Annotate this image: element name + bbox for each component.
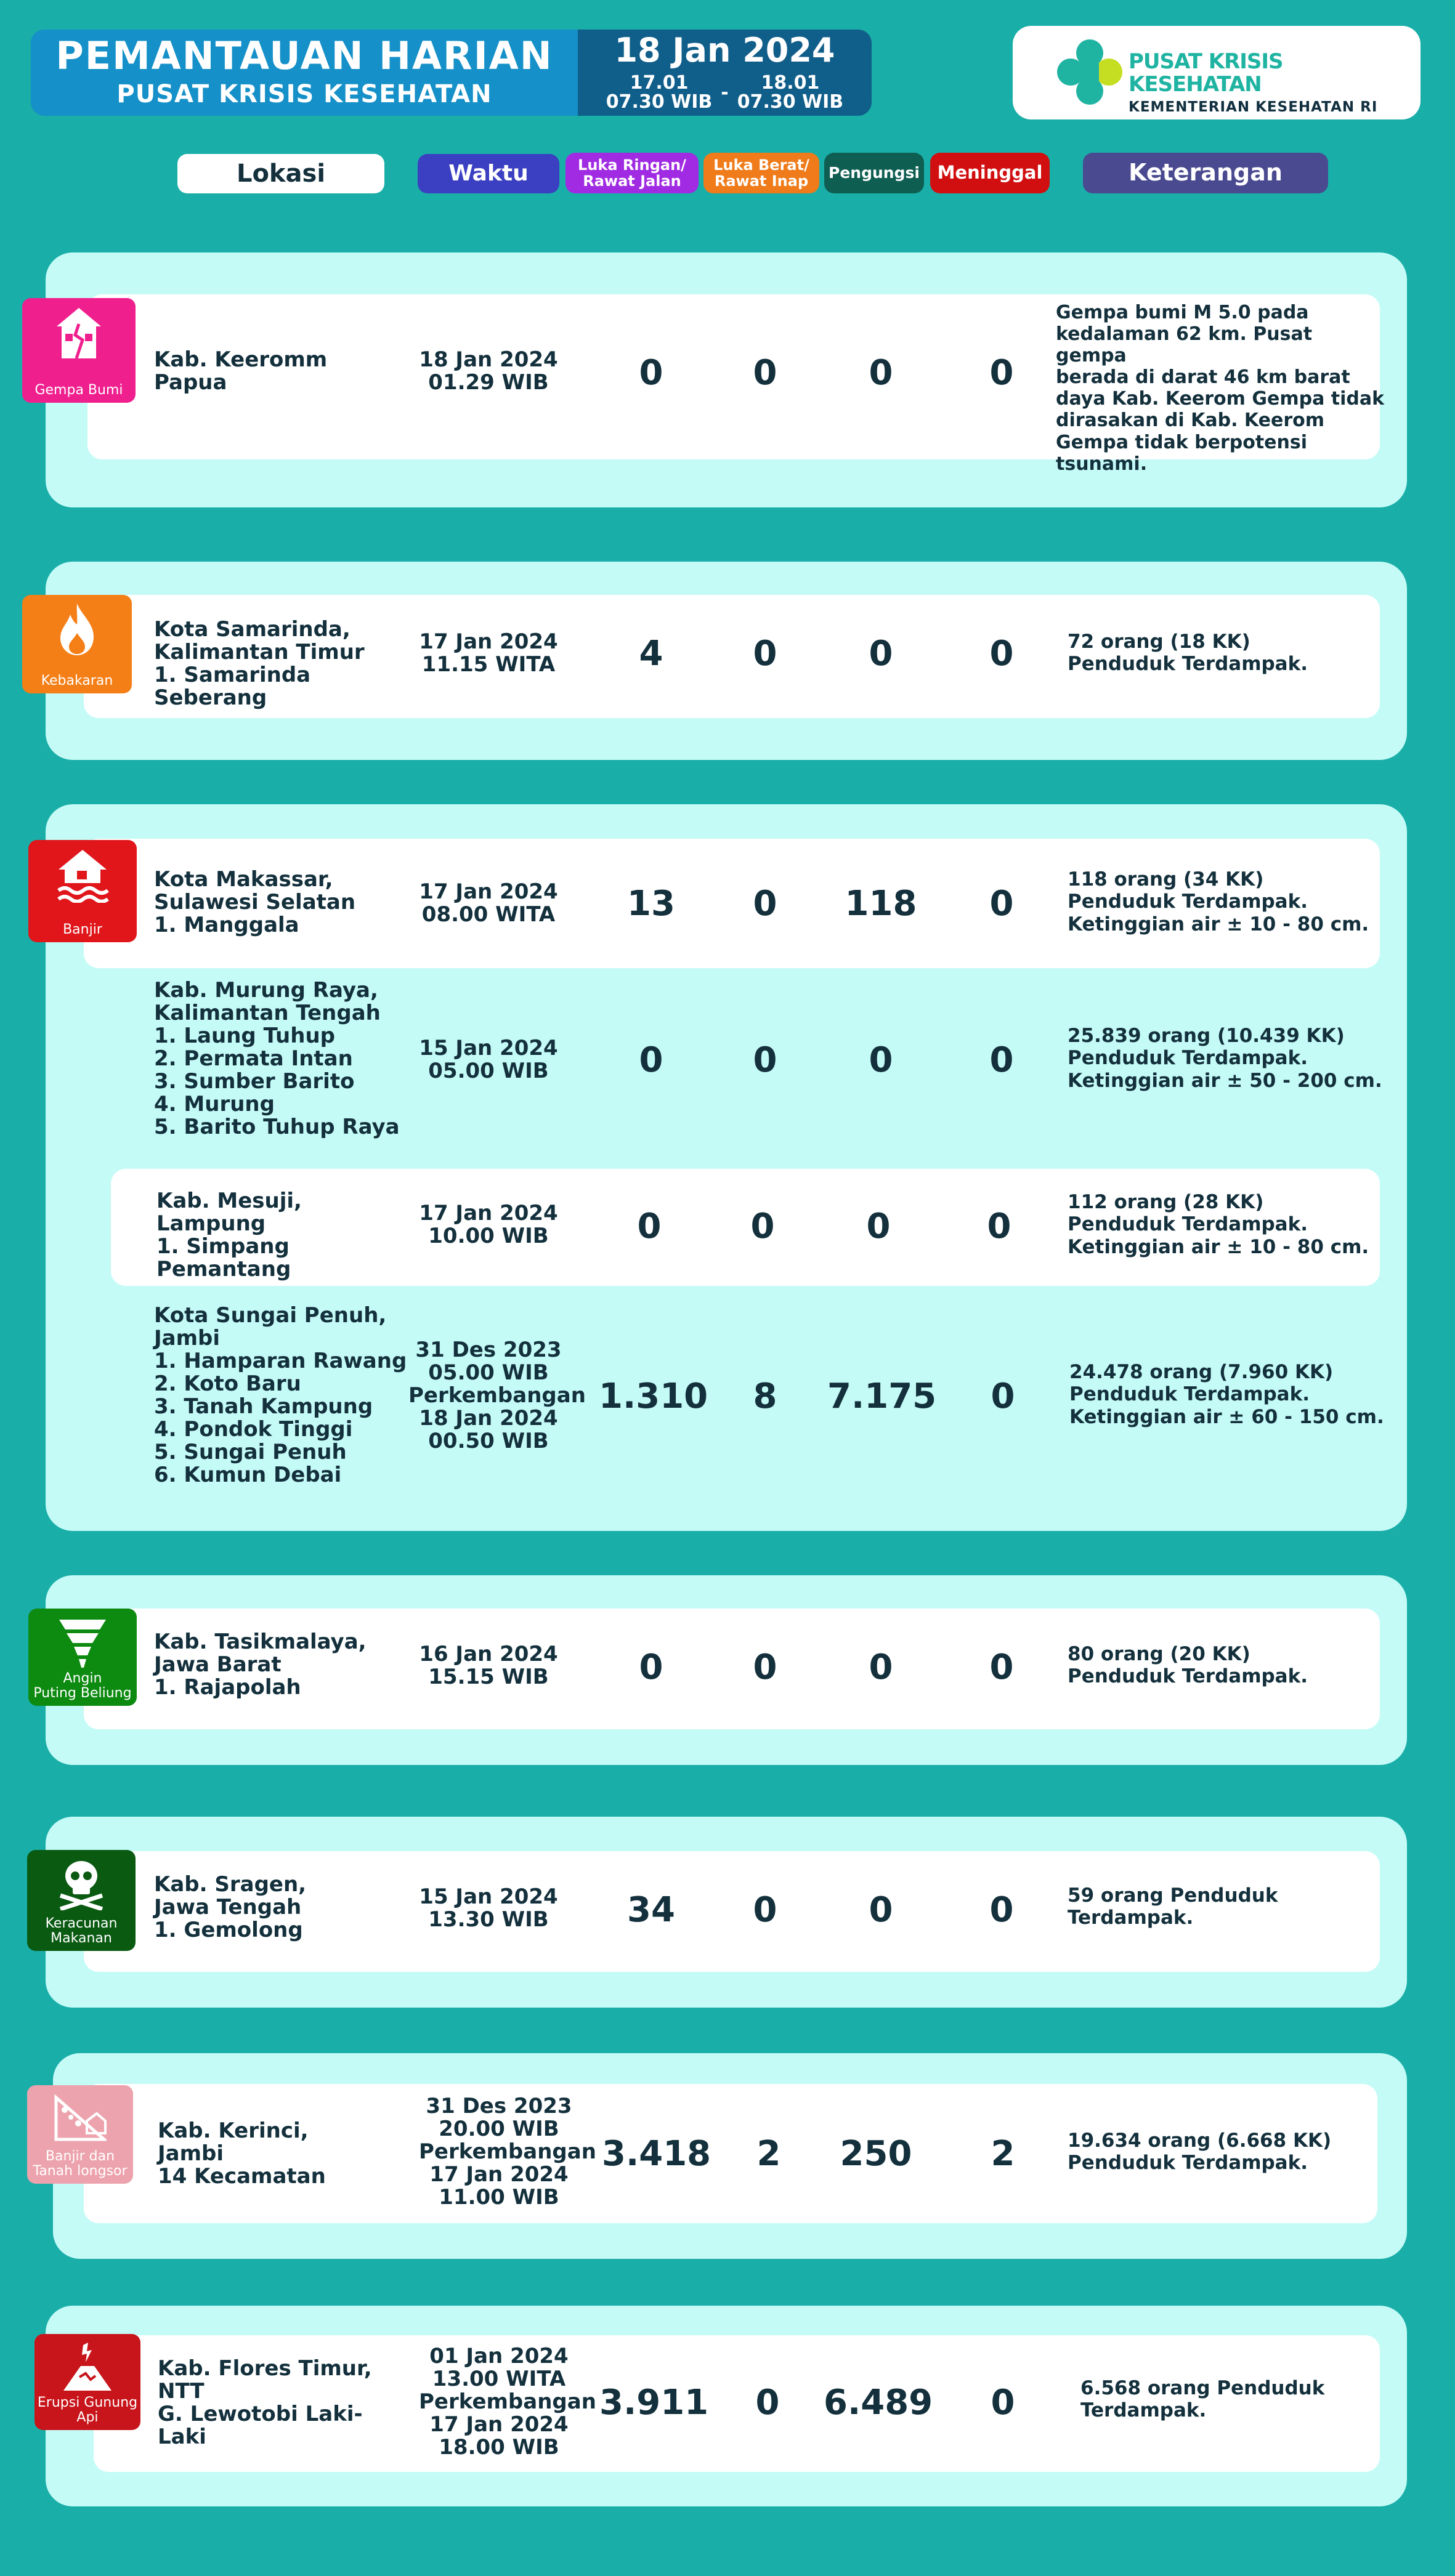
category-label: Erupsi Gunung Api xyxy=(37,2394,138,2425)
luka-berat-count: 0 xyxy=(753,1647,777,1687)
incident-time: 17 Jan 2024 10.00 WIB xyxy=(419,1201,558,1249)
pengungsi-count: 0 xyxy=(866,1206,891,1246)
location: Kab. Mesuji, Lampung 1. Simpang Pemantang xyxy=(156,1189,302,1282)
pengungsi-count: 0 xyxy=(869,634,893,674)
category-label: Banjir dan Tanah longsor xyxy=(33,2148,128,2179)
keterangan-text: 24.478 orang (7.960 KK) Penduduk Terdampak. Ketinggian air ± 60 - 150 cm. xyxy=(1069,1361,1384,1428)
location: Kota Makassar, Sulawesi Selatan 1. Manggala xyxy=(154,867,356,938)
meninggal-count: 0 xyxy=(989,1647,1014,1687)
legend-waktu-label: Waktu xyxy=(448,161,529,187)
incident-time: 18 Jan 2024 01.29 WIB xyxy=(419,347,558,395)
keterangan-text: 25.839 orang (10.439 KK) Penduduk Terdampak. Ketinggian air ± 50 - 200 cm. xyxy=(1068,1025,1382,1092)
luka-ringan-count: 1.310 xyxy=(599,1376,708,1416)
skull-icon xyxy=(57,1857,106,1910)
legend-lokasi xyxy=(177,154,384,193)
pengungsi-count: 0 xyxy=(869,1647,893,1687)
meninggal-count: 0 xyxy=(987,1206,1011,1246)
page-title: PEMANTAUAN HARIAN xyxy=(55,33,553,78)
logo-ministry: KEMENTERIAN KESEHATAN RI xyxy=(1129,99,1378,115)
luka-berat-count: 0 xyxy=(753,353,777,393)
pengungsi-count: 0 xyxy=(869,1890,893,1930)
incident-time: 17 Jan 2024 08.00 WITA xyxy=(419,879,558,927)
keterangan-text: Gempa bumi M 5.0 pada kedalaman 62 km. Pusat gempa berada di darat 46 km barat daya Kab. Keerom Gempa tidak dirasakan di Kab. Keerom Gempa tidak berpotensi tsunami. xyxy=(1056,302,1385,475)
category-label: Gempa Bumi xyxy=(34,382,123,398)
category-banjir xyxy=(28,840,137,942)
luka-berat-count: 0 xyxy=(753,1040,777,1080)
keterangan-text: 118 orang (34 KK) Penduduk Terdampak. Ketinggian air ± 10 - 80 cm. xyxy=(1068,868,1369,935)
category-gempa-bumi xyxy=(22,298,136,403)
keterangan-text: 6.568 orang Penduduk Terdampak. xyxy=(1080,2377,1325,2422)
category-label: Angin Puting Beliung xyxy=(33,1670,132,1701)
period-separator: - xyxy=(721,81,729,103)
luka-ringan-count: 4 xyxy=(639,634,663,674)
incident-time: 15 Jan 2024 05.00 WIB xyxy=(419,1036,558,1084)
luka-ringan-count: 0 xyxy=(639,353,663,393)
legend-luka-ringan xyxy=(565,153,699,193)
legend-luka-berat-label: Luka Berat/ Rawat Inap xyxy=(713,156,809,190)
luka-berat-count: 0 xyxy=(753,1890,777,1930)
pengungsi-count: 7.175 xyxy=(827,1376,937,1416)
legend-waktu xyxy=(418,154,559,193)
location: Kab. Flores Timur, NTT G. Lewotobi Laki- Laki xyxy=(158,2356,372,2450)
pengungsi-count: 6.489 xyxy=(824,2383,933,2423)
logo-text xyxy=(1129,50,1421,115)
category-banjir-tanah-longsor xyxy=(27,2085,133,2184)
legend-meninggal xyxy=(930,153,1050,193)
category-kebakaran xyxy=(22,595,132,693)
legend-pengungsi-label: Pengungsi xyxy=(829,164,920,182)
location: Kab. Murung Raya, Kalimantan Tengah 1. Laung Tuhup 2. Permata Intan 3. Sumber Barito 4. Murung 5. Barito Tuhup Raya xyxy=(154,978,400,1140)
meninggal-count: 0 xyxy=(989,884,1014,924)
luka-ringan-count: 0 xyxy=(639,1040,663,1080)
volcano-icon xyxy=(61,2341,114,2393)
luka-berat-count: 0 xyxy=(755,2383,780,2423)
legend-meninggal-label: Meninggal xyxy=(937,162,1043,184)
header-title-block xyxy=(31,30,578,116)
header-banner xyxy=(31,30,872,116)
luka-berat-count: 0 xyxy=(750,1206,775,1246)
location: Kab. Keeromm Papua xyxy=(154,347,328,395)
keterangan-text: 59 orang Penduduk Terdampak. xyxy=(1068,1884,1278,1929)
pengungsi-count: 0 xyxy=(869,353,893,393)
legend-keterangan-label: Keterangan xyxy=(1129,159,1283,187)
legend-luka-berat xyxy=(703,153,819,193)
incident-time: 31 Des 2023 05.00 WIB Perkembangan 18 Jan 2024 00.50 WIB xyxy=(408,1338,586,1454)
logo-org-name: PUSAT KRISIS KESEHATAN xyxy=(1129,49,1283,97)
flood-house-icon xyxy=(56,847,109,903)
keterangan-text: 112 orang (28 KK) Penduduk Terdampak. Ketinggian air ± 10 - 80 cm. xyxy=(1068,1191,1369,1258)
page-subtitle: PUSAT KRISIS KESEHATAN xyxy=(116,80,492,108)
luka-ringan-count: 13 xyxy=(627,884,675,924)
meninggal-count: 0 xyxy=(991,2383,1015,2423)
luka-berat-count: 0 xyxy=(753,884,777,924)
location: Kota Samarinda, Kalimantan Timur 1. Samarinda Seberang xyxy=(154,617,365,711)
keterangan-text: 72 orang (18 KK) Penduduk Terdampak. xyxy=(1068,631,1308,676)
pengungsi-count: 250 xyxy=(840,2134,912,2174)
health-cross-logo-icon xyxy=(1050,32,1130,112)
tornado-icon xyxy=(57,1616,108,1669)
period-end-time: 07.30 WIB xyxy=(737,91,844,113)
meninggal-count: 0 xyxy=(991,1376,1015,1416)
period-start-time: 07.30 WIB xyxy=(606,91,713,113)
logo xyxy=(1013,26,1421,119)
meninggal-count: 2 xyxy=(991,2134,1015,2174)
incident-time: 01 Jan 2024 13.00 WITA Perkembangan 17 Jan 2024 18.00 WIB xyxy=(419,2344,596,2460)
luka-berat-count: 2 xyxy=(756,2134,781,2174)
incident-time: 15 Jan 2024 13.30 WIB xyxy=(419,1884,558,1932)
incident-time: 16 Jan 2024 15.15 WIB xyxy=(419,1642,558,1690)
category-label: Banjir xyxy=(63,921,102,937)
landslide-icon xyxy=(54,2093,107,2142)
incident-time: 17 Jan 2024 11.15 WITA xyxy=(419,629,558,677)
legend-luka-ringan-label: Luka Ringan/ Rawat Jalan xyxy=(578,156,686,190)
luka-ringan-count: 34 xyxy=(627,1890,675,1930)
report-period xyxy=(606,73,843,112)
location: Kab. Kerinci, Jambi 14 Kecamatan xyxy=(158,2118,326,2189)
earthquake-house-icon xyxy=(54,305,103,361)
period-end-date: 18.01 xyxy=(761,71,820,94)
category-keracunan-makanan xyxy=(27,1850,136,1951)
category-label: Keracunan Makanan xyxy=(45,1915,118,1946)
period-end xyxy=(737,73,843,112)
period-start-date: 17.01 xyxy=(630,71,689,94)
luka-ringan-count: 3.418 xyxy=(602,2134,711,2174)
pengungsi-count: 118 xyxy=(845,884,917,924)
category-label: Kebakaran xyxy=(41,672,113,688)
category-angin-puting-beliung xyxy=(28,1609,137,1706)
period-start xyxy=(606,73,712,112)
legend-keterangan xyxy=(1083,153,1328,193)
luka-ringan-count: 0 xyxy=(637,1206,662,1246)
legend-pengungsi xyxy=(824,153,924,193)
luka-berat-count: 0 xyxy=(753,634,777,674)
meninggal-count: 0 xyxy=(989,1040,1014,1080)
keterangan-text: 19.634 orang (6.668 KK) Penduduk Terdampak. xyxy=(1068,2130,1332,2174)
luka-ringan-count: 3.911 xyxy=(599,2383,709,2423)
header-date-block xyxy=(578,30,872,116)
incident-time: 31 Des 2023 20.00 WIB Perkembangan 17 Jan 2024 11.00 WIB xyxy=(419,2094,596,2210)
meninggal-count: 0 xyxy=(989,634,1014,674)
legend-lokasi-label: Lokasi xyxy=(236,159,326,188)
luka-berat-count: 8 xyxy=(753,1376,777,1416)
luka-ringan-count: 0 xyxy=(639,1647,663,1687)
location: Kota Sungai Penuh, Jambi 1. Hamparan Rawang 2. Koto Baru 3. Tanah Kampung 4. Pondok Tinggi 5. Sungai Penuh 6. Kumun Debai xyxy=(154,1303,407,1488)
report-date: 18 Jan 2024 xyxy=(614,30,835,70)
meninggal-count: 0 xyxy=(989,353,1014,393)
location: Kab. Sragen, Jawa Tengah 1. Gemolong xyxy=(154,1872,307,1943)
meninggal-count: 0 xyxy=(989,1890,1014,1930)
pengungsi-count: 0 xyxy=(869,1040,893,1080)
category-erupsi-gunung-api xyxy=(34,2334,140,2430)
fire-icon xyxy=(55,602,99,656)
keterangan-text: 80 orang (20 KK) Penduduk Terdampak. xyxy=(1068,1643,1308,1688)
location: Kab. Tasikmalaya, Jawa Barat 1. Rajapolah xyxy=(154,1629,367,1700)
